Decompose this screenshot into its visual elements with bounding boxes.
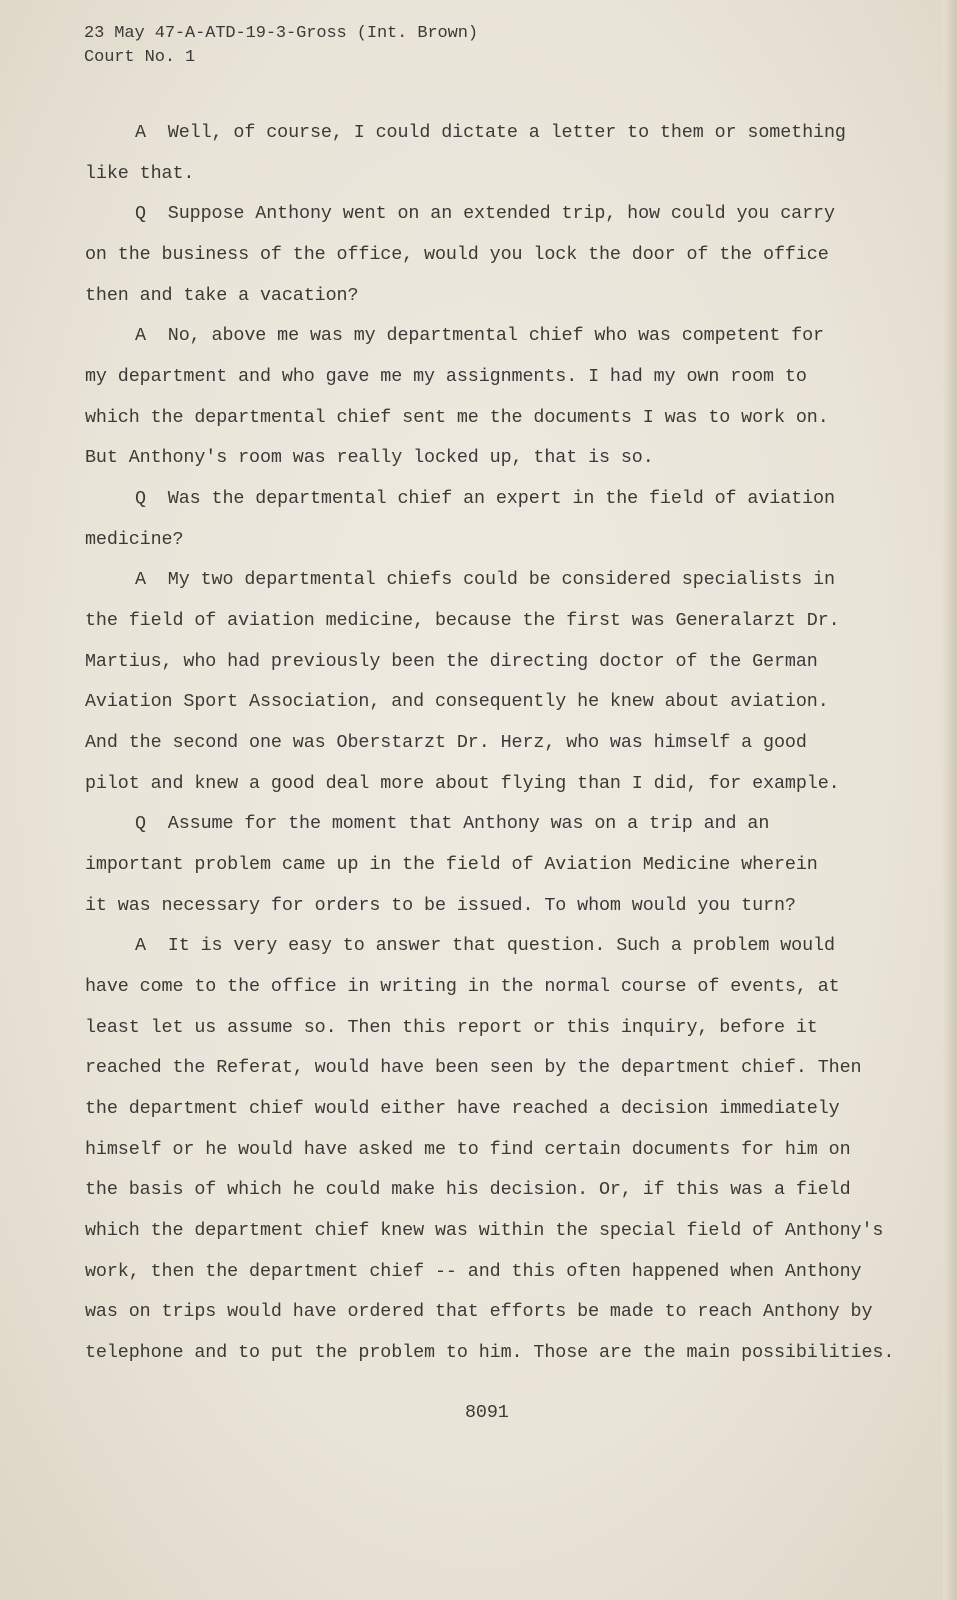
text-line: work, then the department chief -- and this often happened when Anthony (85, 1260, 862, 1282)
text-line: himself or he would have asked me to find certain documents for him on (85, 1138, 851, 1160)
page-number: 8091 (465, 1402, 509, 1423)
header-line-1: 23 May 47-A-ATD-19-3-Gross (Int. Brown) (84, 24, 478, 43)
text-line: Aviation Sport Association, and consequently he knew about aviation. (85, 691, 829, 713)
text-line: the field of aviation medicine, because the first was Generalarzt Dr. (85, 610, 840, 632)
text-line: the department chief would either have reached a decision immediately (85, 1098, 840, 1120)
text-line: Q Suppose Anthony went on an extended trip, how could you carry (135, 203, 835, 225)
text-line: A It is very easy to answer that question. Such a problem would (135, 935, 835, 957)
paper-edge (943, 0, 957, 1600)
text-line: A No, above me was my departmental chief who was competent for (135, 325, 824, 347)
text-line: reached the Referat, would have been seen by the department chief. Then (85, 1057, 862, 1079)
text-line: telephone and to put the problem to him. Those are the main possibilities. (85, 1342, 895, 1364)
text-line: the basis of which he could make his decision. Or, if this was a field (85, 1179, 851, 1201)
text-line: it was necessary for orders to be issued. To whom would you turn? (85, 894, 796, 916)
text-line: important problem came up in the field of Aviation Medicine wherein (85, 854, 818, 876)
text-line: which the department chief knew was within the special field of Anthony's (85, 1220, 884, 1242)
text-line: A Well, of course, I could dictate a letter to them or something (135, 122, 846, 143)
text-line: on the business of the office, would you lock the door of the office (85, 244, 829, 265)
text-line: pilot and knew a good deal more about flying than I did, for example. (85, 772, 840, 794)
text-line: which the departmental chief sent me the documents I was to work on. (85, 406, 829, 428)
text-line: But Anthony's room was really locked up, that is so. (85, 447, 654, 469)
text-line: my department and who gave me my assignments. I had my own room to (85, 366, 807, 388)
text-line: A My two departmental chiefs could be considered specialists in (135, 569, 835, 591)
text-line: then and take a vacation? (85, 284, 359, 306)
text-line: like that. (85, 162, 195, 184)
text-line: have come to the office in writing in the normal course of events, at (85, 976, 840, 998)
text-line: Q Was the departmental chief an expert in the field of aviation (135, 488, 835, 510)
text-line: Martius, who had previously been the directing doctor of the German (85, 650, 818, 672)
header-line-2: Court No. 1 (84, 48, 196, 67)
text-line: least let us assume so. Then this report or this inquiry, before it (85, 1016, 818, 1038)
text-line: was on trips would have ordered that efforts be made to reach Anthony by (85, 1301, 873, 1323)
text-line: medicine? (85, 528, 184, 550)
text-line: And the second one was Oberstarzt Dr. Herz, who was himself a good (85, 732, 807, 754)
text-line: Q Assume for the moment that Anthony was on a trip and an (135, 813, 770, 835)
